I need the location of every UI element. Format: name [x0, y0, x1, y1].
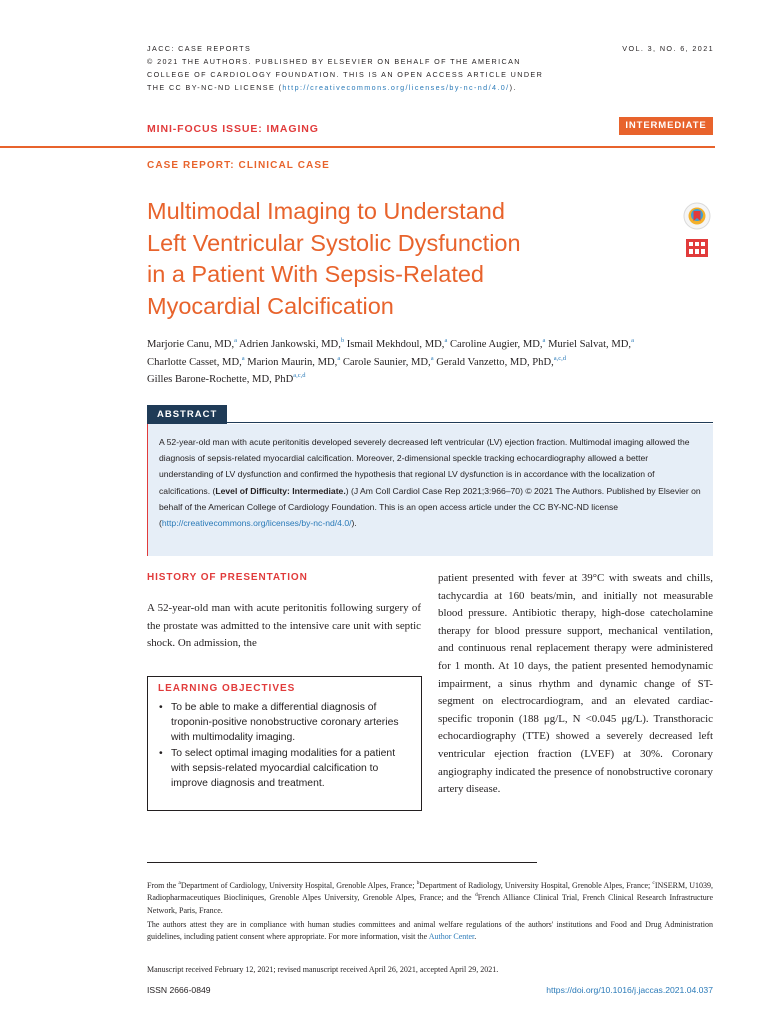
title-line-4: Myocardial Calcification — [147, 292, 394, 319]
abstract-text-1: A 52-year-old man with acute peritonitis developed severely decreased left ventricular (LV) ejection fraction. Multimodal imaging allowed the diagnosis of sepsis-related myocardial calcification. Moreover, 2-dimensional speckle tracking echocardiography allowed a better understanding of LV dysfunction and confirmed the hypothesis that regional LV dysfunction is in accordance with the localization of calcifications. ( — [159, 437, 690, 496]
author: Adrien Jankowski, MD, — [236, 339, 341, 350]
manuscript-dates: Manuscript received February 12, 2021; revised manuscript received April 26, 2021, accepted April 29, 2021. — [147, 965, 499, 974]
aff-sup: d — [474, 892, 478, 899]
affiliations-footnote — [147, 880, 713, 917]
author: Marion Maurin, MD, — [244, 356, 338, 368]
aff-text: Department of Cardiology, University Hospital, Grenoble Alpes, France; — [180, 881, 417, 890]
author-line-3 — [147, 371, 707, 389]
difficulty-badge: INTERMEDIATE — [619, 117, 713, 135]
author-affiliation: b — [340, 337, 345, 344]
title-line-1: Multimodal Imaging to Understand — [147, 198, 505, 224]
author: Charlotte Casset, MD, — [147, 356, 242, 368]
history-right-text: patient presented with fever at 39°C with sweats and chills, tachycardia at 160 beats/min, and initially not measurable blood pressure. Antibiotic therapy, high-dose catecholamine therapy for blood pressure support, mechanical ventilation, and continuous renal replacement therapy were administered for 1 month. At 10 days, the patient presented hemodynamic impairment, a sinus rhythm and dynamic change of ST-segment on electrocardiogram, and an elevated cardiac-specific troponin (188 μg/L, N <0.045 μg/L). Transthoracic echocardiography (TTE) showed a severely decreased left ventricular ejection fraction (LVEF) at 30%. Coronary angiography indicated the presence of nonobstructive coronary artery disease. — [438, 572, 713, 796]
learning-objective-item: • To be able to make a differential diagnosis of troponin-positive nonobstructive coronary arteries with multimodality imaging. — [158, 700, 411, 746]
aff-text: Department of Radiology, University Hospital, Grenoble Alpes, France; — [419, 881, 653, 890]
aff-text: INSERM, U1039, Radiopharmaceutiques Biocliniques, Grenoble Alpes University, Grenoble Alpes, France; and the — [147, 881, 713, 903]
title-line-2: Left Ventricular Systolic Dysfunction — [147, 229, 521, 256]
learning-objectives-box — [147, 676, 422, 811]
history-heading: HISTORY OF PRESENTATION — [147, 572, 308, 583]
author-affiliation: a — [337, 354, 341, 362]
pdf-icon[interactable] — [685, 238, 709, 258]
author: Caroline Augier, MD, — [447, 339, 543, 350]
copyright-line-3 — [147, 82, 517, 95]
author-affiliation: a — [430, 354, 434, 362]
title-line-3: in a Patient With Sepsis-Related — [147, 261, 484, 287]
author-affiliation: a,c,d — [293, 372, 306, 379]
author-line-1 — [147, 336, 707, 354]
author: Gilles Barone-Rochette, MD, PhD — [147, 374, 294, 385]
history-left-text: A 52-year-old man with acute peritonitis following surgery of the prostate was admitted to the intensive care unit with septic shock. On admission, the — [147, 602, 421, 650]
case-report-label: CASE REPORT: CLINICAL CASE — [147, 160, 330, 171]
section-rule — [0, 146, 715, 148]
abstract-text-2: ) (J Am Coll Cardiol Case Rep 2021;3:966–70) © 2021 The Authors. Published by Elsevier on behalf of the American College of Cardiology Foundation. This is an open access article under the CC BY-NC-ND license ( — [159, 485, 701, 529]
author-center-link[interactable]: Author Center — [428, 932, 475, 942]
crossmark-icon[interactable] — [683, 202, 711, 230]
learning-objective-item: • To select optimal imaging modalities for a patient with sepsis-related myocardial calcification to improve diagnosis and treatment. — [158, 746, 411, 792]
abstract-label: ABSTRACT — [147, 405, 227, 424]
learning-objectives-list — [158, 700, 411, 791]
aff-text: French Alliance Clinical Trial, French Clinical Research Infrastructure Network, Paris, France. — [147, 893, 713, 915]
abstract-box — [147, 424, 713, 556]
author-list — [147, 336, 707, 389]
section-label: MINI-FOCUS ISSUE: IMAGING — [147, 123, 319, 135]
author: Gerald Vanzetto, MD, PhD, — [433, 356, 554, 368]
author: Marjorie Canu, MD, — [147, 339, 235, 350]
author-affiliation: a — [444, 337, 448, 344]
compliance-end: . — [474, 932, 477, 942]
author: Ismail Mekhdoul, MD, — [344, 339, 445, 350]
aff-sup: c — [652, 880, 655, 886]
copyright-line-2: COLLEGE OF CARDIOLOGY FOUNDATION. THIS IS AN OPEN ACCESS ARTICLE UNDER — [147, 70, 544, 79]
author-affiliation: a,c,d — [553, 354, 567, 362]
author-affiliation: a — [234, 337, 237, 344]
issn: ISSN 2666-0849 — [147, 985, 211, 995]
aff-text: From the — [147, 881, 179, 890]
volume-info: VOL. 3, NO. 6, 2021 — [622, 44, 714, 53]
abstract-rule — [147, 422, 713, 423]
copyright-line-3-post: ). — [509, 83, 517, 92]
learning-objectives-heading: LEARNING OBJECTIVES — [158, 683, 296, 694]
aff-sup: a — [178, 880, 181, 886]
doi-link[interactable]: https://doi.org/10.1016/j.jaccas.2021.04.037 — [546, 985, 713, 995]
author-line-2 — [147, 354, 707, 372]
aff-sup: b — [416, 880, 420, 886]
compliance-footnote — [147, 919, 713, 944]
author: Muriel Salvat, MD, — [545, 339, 632, 350]
journal-name: JACC: CASE REPORTS — [147, 44, 252, 53]
article-title — [147, 196, 647, 322]
author-affiliation: a — [542, 337, 546, 344]
abstract-difficulty: Level of Difficulty: Intermediate. — [215, 485, 346, 496]
abstract-text-3: ). — [351, 518, 357, 529]
license-link[interactable]: http://creativecommons.org/licenses/by-nc-nd/4.0/ — [282, 83, 510, 92]
copyright-line-1: © 2021 THE AUTHORS. PUBLISHED BY ELSEVIER ON BEHALF OF THE AMERICAN — [147, 57, 521, 66]
compliance-text: The authors attest they are in compliance with human studies committees and animal welfare regulations of the authors' institutions and Food and Drug Administration guidelines, including patient consent where appropriate. For more information, visit the — [147, 920, 713, 942]
copyright-line-3-pre: THE CC BY-NC-ND LICENSE ( — [147, 83, 283, 92]
abstract-license-link[interactable]: http://creativecommons.org/licenses/by-nc-nd/4.0/ — [161, 518, 352, 529]
author-affiliation: a — [631, 337, 634, 344]
author-affiliation: a — [241, 354, 245, 362]
footnote-rule — [147, 862, 537, 863]
author: Carole Saunier, MD, — [340, 356, 431, 368]
